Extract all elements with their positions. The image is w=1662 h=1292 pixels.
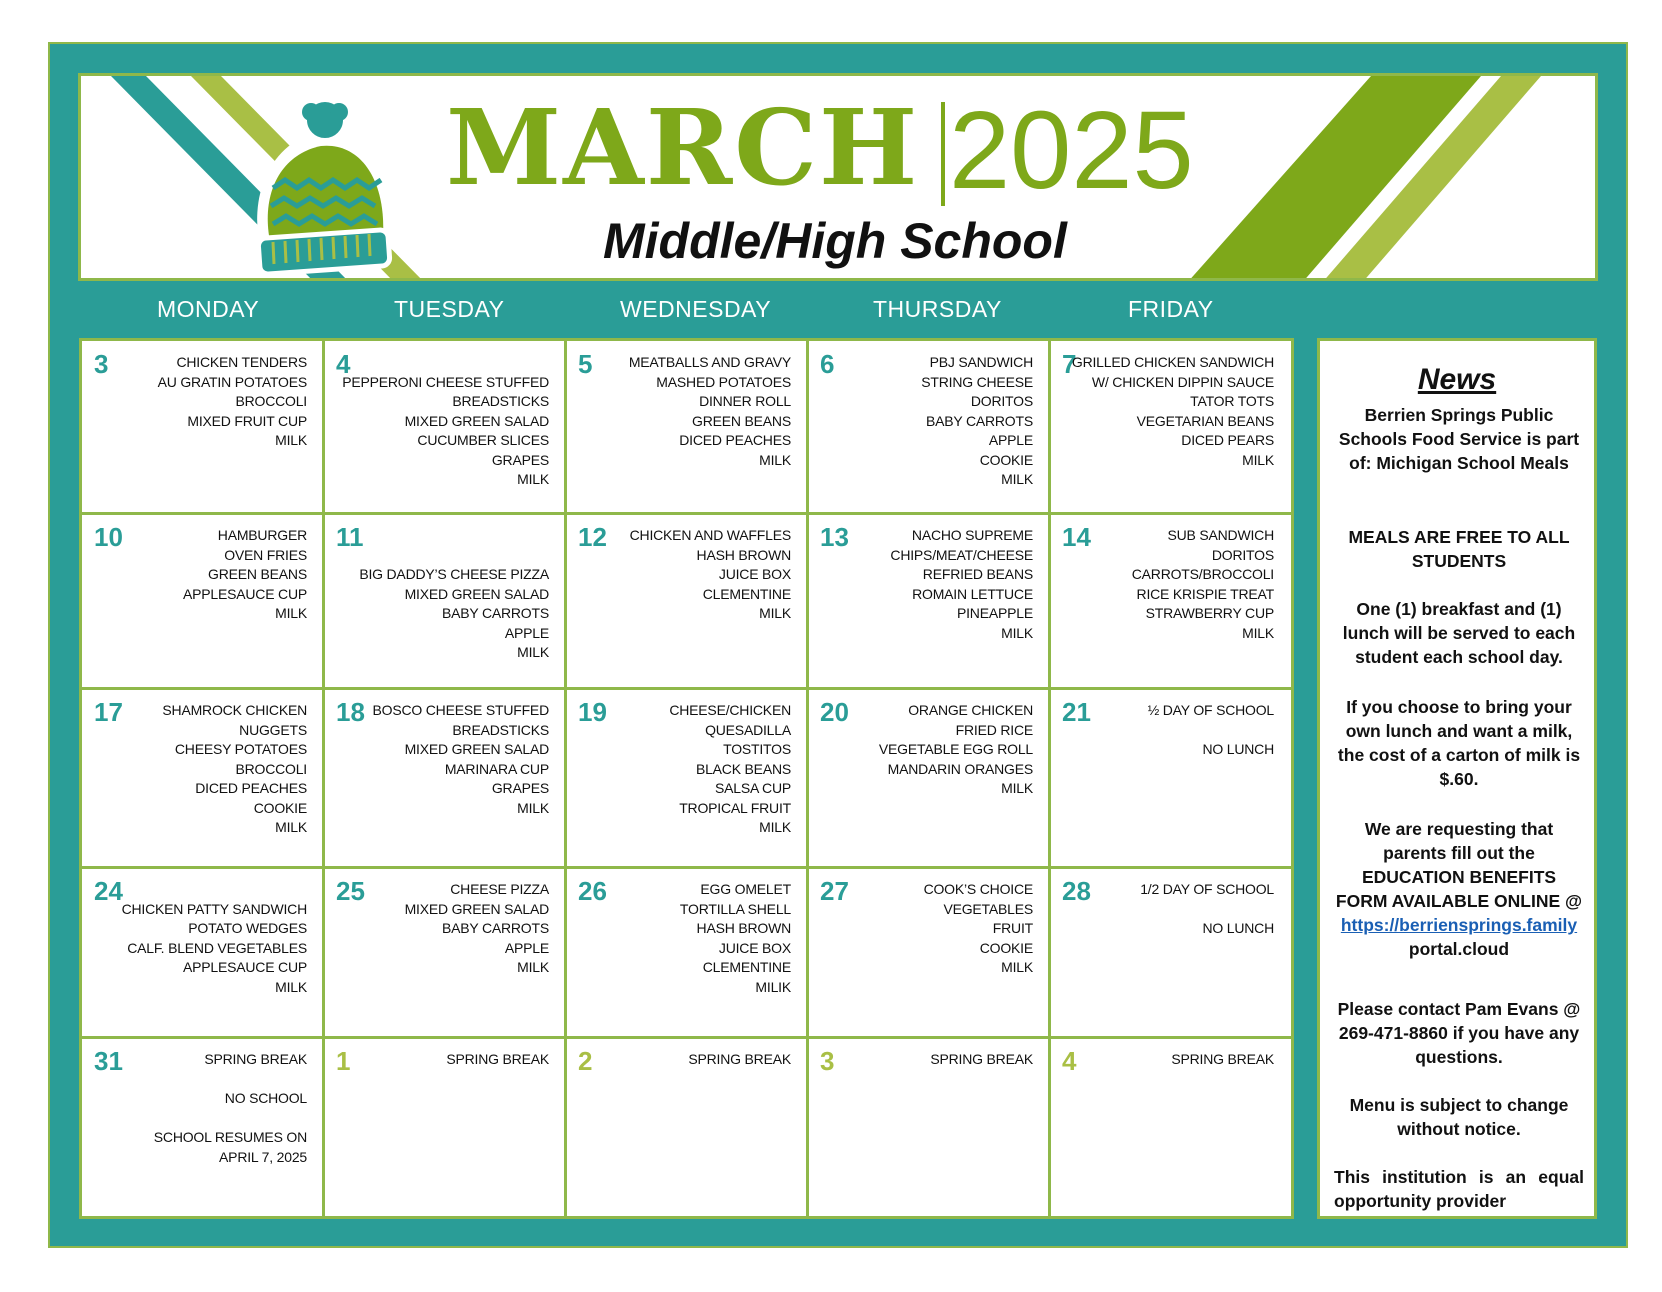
- calendar-day-cell: [566, 868, 805, 1035]
- calendar-day-cell: [566, 514, 805, 686]
- calendar-day-cell: [1050, 868, 1288, 1035]
- benefits-link[interactable]: https://berriensprings.family: [1340, 915, 1578, 935]
- day-menu: BIG DADDY’S CHEESE PIZZA MIXED GREEN SALAD BABY CARROTS APPLE MILK: [359, 566, 549, 660]
- news-food-service: Berrien Springs Public Schools Food Service is part of: Michigan School Meals: [1338, 405, 1580, 473]
- day-menu: SPRING BREAK NO SCHOOL SCHOOL RESUMES ON APRIL 7, 2025: [153, 1051, 307, 1165]
- day-number: 28: [1062, 876, 1091, 906]
- day-number: 2: [578, 1046, 593, 1076]
- day-number: 20: [820, 697, 849, 727]
- calendar-day-cell: [324, 868, 563, 1035]
- day-menu: NACHO SUPREME CHIPS/MEAT/CHEESE REFRIED BEANS ROMAIN LETTUCE PINEAPPLE MILK: [890, 527, 1033, 641]
- day-menu: COOK’S CHOICE VEGETABLES FRUIT COOKIE MILK: [923, 881, 1033, 975]
- day-menu: CHICKEN TENDERS AU GRATIN POTATOES BROCCOLI MIXED FRUIT CUP MILK: [157, 354, 307, 448]
- day-menu: PBJ SANDWICH STRING CHEESE DORITOS BABY CARROTS APPLE COOKIE MILK: [921, 354, 1033, 487]
- day-number: 11: [336, 522, 364, 552]
- day-menu: CHICKEN PATTY SANDWICH POTATO WEDGES CALF. BLEND VEGETABLES APPLESAUCE CUP MILK: [121, 900, 307, 995]
- calendar-day-cell: [324, 689, 563, 865]
- day-menu: CHEESE/CHICKEN QUESADILLA TOSTITOS BLACK BEANS SALSA CUP TROPICAL FRUIT MILK: [669, 702, 791, 835]
- day-menu: EGG OMELET TORTILLA SHELL HASH BROWN JUICE BOX CLEMENTINE MILIK: [679, 881, 791, 995]
- calendar-day-cell: [1050, 514, 1288, 686]
- day-header-monday: MONDAY: [157, 296, 260, 322]
- year-title: 2025: [949, 89, 1194, 212]
- day-number: 12: [578, 522, 607, 552]
- title-divider: [941, 102, 945, 206]
- news-benefits-form: We are requesting that parents fill out the EDUCATION BENEFITS FORM AVAILABLE ONLINE @: [1335, 819, 1583, 911]
- day-menu: SPRING BREAK: [930, 1051, 1033, 1067]
- day-menu: BOSCO CHEESE STUFFED BREADSTICKS MIXED GREEN SALAD MARINARA CUP GRAPES MILK: [372, 702, 549, 816]
- day-menu: PEPPERONI CHEESE STUFFED BREADSTICKS MIXED GREEN SALAD CUCUMBER SLICES GRAPES MILK: [342, 373, 549, 487]
- calendar-day-cell: [808, 868, 1047, 1035]
- calendar-day-cell: [808, 689, 1047, 865]
- calendar-day-cell: [808, 514, 1047, 686]
- news-portal-tail: portal.cloud: [1408, 939, 1510, 959]
- day-header-tuesday: TUESDAY: [394, 296, 505, 322]
- day-number: 31: [94, 1046, 123, 1076]
- day-menu: CHICKEN AND WAFFLES HASH BROWN JUICE BOX CLEMENTINE MILK: [629, 527, 791, 621]
- calendar-day-cell: [1050, 341, 1288, 511]
- day-number: 1: [336, 1046, 351, 1076]
- day-menu: 1/2 DAY OF SCHOOL NO LUNCH: [1140, 881, 1274, 936]
- news-panel: [1317, 338, 1597, 1219]
- day-number: 13: [820, 522, 849, 552]
- day-number: 5: [578, 349, 593, 379]
- news-milk-cost: If you choose to bring your own lunch and want a milk, the cost of a carton of milk is $.60.: [1337, 697, 1581, 789]
- winter-hat-icon: [258, 100, 393, 274]
- news-title: News: [1417, 363, 1497, 396]
- calendar-day-cell: [82, 689, 321, 865]
- calendar-day-cell: [566, 689, 805, 865]
- day-header-friday: FRIDAY: [1128, 296, 1214, 322]
- news-portal-link[interactable]: [1334, 913, 1584, 937]
- day-number: 25: [336, 876, 365, 906]
- day-menu: ½ DAY OF SCHOOL NO LUNCH: [1147, 702, 1274, 757]
- day-menu: SPRING BREAK: [446, 1051, 549, 1067]
- calendar-day-cell: [82, 341, 321, 511]
- news-menu-change: Menu is subject to change without notice.: [1349, 1095, 1569, 1139]
- day-menu: SUB SANDWICH DORITOS CARROTS/BROCCOLI RICE KRISPIE TREAT STRAWBERRY CUP MILK: [1131, 527, 1274, 641]
- news-contact: Please contact Pam Evans @ 269-471-8860 if you have any questions.: [1337, 999, 1581, 1067]
- day-number: 26: [578, 876, 607, 906]
- day-header-wednesday: WEDNESDAY: [620, 296, 772, 322]
- calendar-day-cell: [808, 341, 1047, 511]
- news-equal-opportunity: This institution is an equal opportunity provider: [1334, 1167, 1584, 1211]
- day-number: 24: [94, 876, 123, 906]
- day-number: 4: [1062, 1046, 1077, 1076]
- news-meal-policy: One (1) breakfast and (1) lunch will be served to each student each school day.: [1342, 599, 1576, 667]
- day-menu: SPRING BREAK: [1171, 1051, 1274, 1067]
- month-title: MARCH: [446, 86, 920, 209]
- day-menu: MEATBALLS AND GRAVY MASHED POTATOES DINNER ROLL GREEN BEANS DICED PEACHES MILK: [628, 354, 791, 468]
- calendar-day-cell: [324, 514, 563, 686]
- calendar-day-cell: [324, 341, 563, 511]
- day-menu: SHAMROCK CHICKEN NUGGETS CHEESY POTATOES BROCCOLI DICED PEACHES COOKIE MILK: [162, 702, 307, 835]
- calendar-day-cell: [808, 1038, 1047, 1213]
- calendar-day-cell: [1050, 689, 1288, 865]
- school-subtitle: Middle/High School: [603, 213, 1067, 269]
- day-menu: GRILLED CHICKEN SANDWICH W/ CHICKEN DIPPIN SAUCE TATOR TOTS VEGETARIAN BEANS DICED PEARS MILK: [1071, 354, 1274, 468]
- calendar-day-cell: [82, 868, 321, 1035]
- day-number: 6: [820, 349, 835, 379]
- day-number: 27: [820, 876, 849, 906]
- day-number: 17: [94, 697, 123, 727]
- day-menu: HAMBURGER OVEN FRIES GREEN BEANS APPLESAUCE CUP MILK: [182, 527, 307, 621]
- day-menu: CHEESE PIZZA MIXED GREEN SALAD BABY CARROTS APPLE MILK: [404, 881, 549, 975]
- calendar-header: [78, 73, 1598, 281]
- day-header-thursday: THURSDAY: [873, 296, 1002, 322]
- calendar-day-cell: [1050, 1038, 1288, 1213]
- day-number: 14: [1062, 522, 1091, 552]
- day-number: 4: [336, 349, 351, 379]
- calendar-day-cell: [566, 341, 805, 511]
- day-number: 10: [94, 522, 123, 552]
- calendar-day-cell: [82, 514, 321, 686]
- calendar-grid: [79, 338, 1294, 1219]
- news-free-meals: MEALS ARE FREE TO ALL STUDENTS: [1348, 527, 1570, 571]
- calendar-day-cell: [324, 1038, 563, 1213]
- day-number: 3: [94, 349, 109, 379]
- day-menu: SPRING BREAK: [688, 1051, 791, 1067]
- calendar-day-cell: [82, 1038, 321, 1213]
- day-number: 21: [1062, 697, 1091, 727]
- day-menu: ORANGE CHICKEN FRIED RICE VEGETABLE EGG ROLL MANDARIN ORANGES MILK: [878, 702, 1033, 796]
- day-number: 7: [1062, 349, 1077, 379]
- day-number: 18: [336, 697, 365, 727]
- day-number: 3: [820, 1046, 835, 1076]
- day-number: 19: [578, 697, 607, 727]
- calendar-day-cell: [566, 1038, 805, 1213]
